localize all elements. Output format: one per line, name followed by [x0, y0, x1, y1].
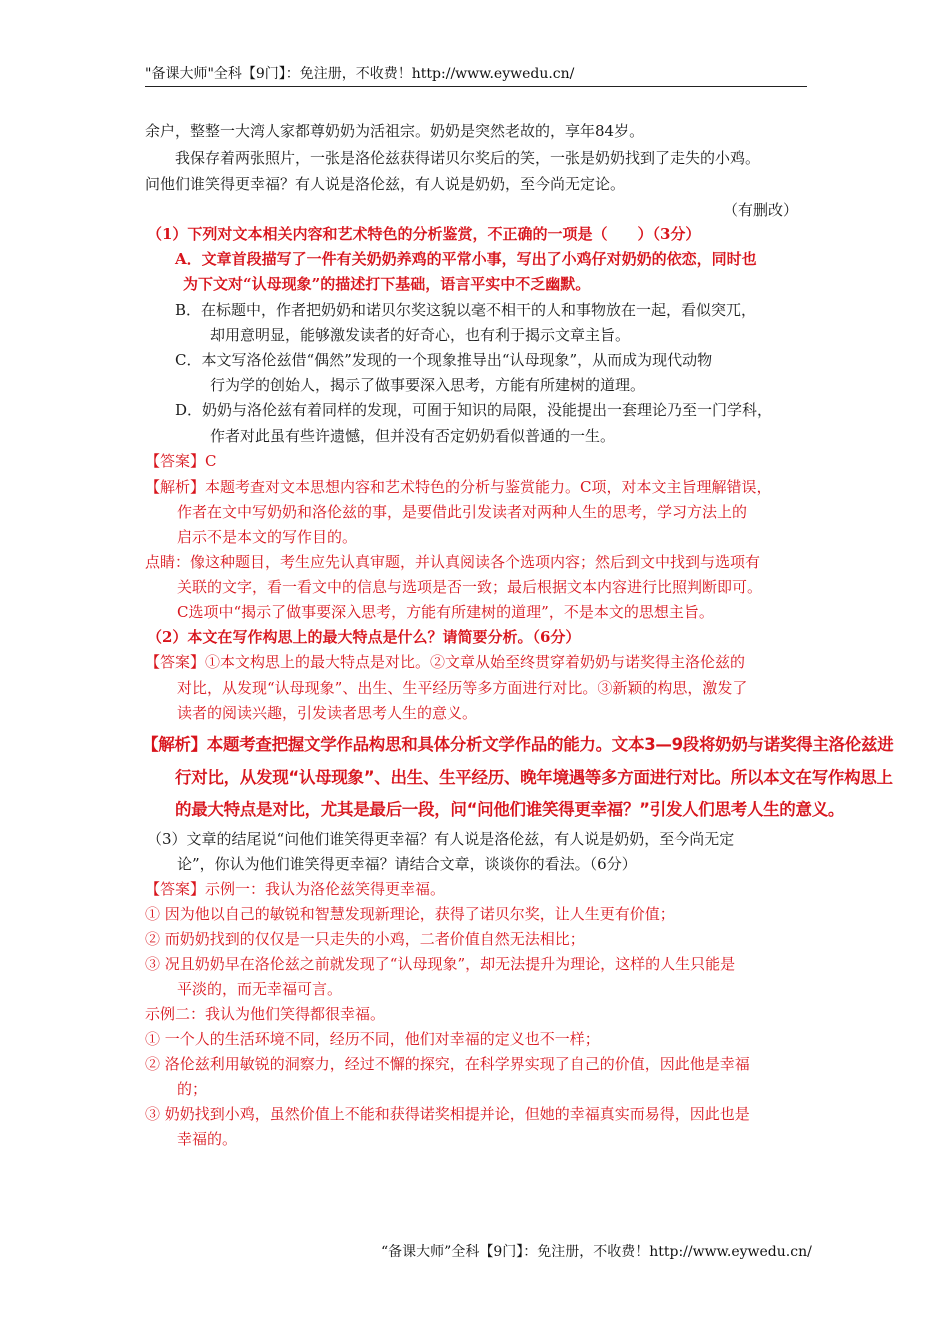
example-1-point: ③ 况且奶奶早在洛伦兹之前就发现了“认母现象”，却无法提升为理论，这样的人生只能是: [145, 955, 736, 973]
question-3-answer: 【答案】示例一：我认为洛伦兹笑得更幸福。: [145, 880, 446, 898]
option-d: D．奶奶与洛伦兹有着同样的发现，可囿于知识的局限，没能提出一套理论乃至一门学科，: [175, 401, 773, 419]
example-2-point: ③ 奶奶找到小鸡，虽然价值上不能和获得诺奖相提并论，但她的幸福真实而易得，因此也是: [145, 1105, 750, 1123]
passage-line: 我保存着两张照片，一张是洛伦兹获得诺贝尔奖后的笑，一张是奶奶找到了走失的小鸡。: [175, 149, 761, 167]
question-1-explanation-cont: 启示不是本文的写作目的。: [177, 528, 358, 546]
option-c-cont: 行为学的创始人，揭示了做事要深入思考，方能有所建树的道理。: [210, 376, 646, 394]
question-2-answer-cont: 读者的阅读兴趣，引发读者思考人生的意义。: [177, 704, 478, 722]
example-1-point: ② 而奶奶找到的仅仅是一只走失的小鸡，二者价值自然无法相比；: [145, 930, 585, 948]
example-2-point-cont: 的；: [177, 1080, 208, 1098]
option-d-cont: 作者对此虽有些许遗憾，但并没有否定奶奶看似普通的一生。: [210, 427, 616, 445]
revision-note: （有删改）: [723, 201, 799, 219]
page-header: "备课大师"全科【9门】：免注册，不收费！http://www.eywedu.cn/: [145, 66, 575, 82]
option-b: B．在标题中，作者把奶奶和诺贝尔奖这貌以毫不相干的人和事物放在一起，看似突兀，: [175, 301, 757, 319]
example-2-point: ② 洛伦兹利用敏锐的洞察力，经过不懈的探究，在科学界实现了自己的价值，因此他是幸福: [145, 1055, 750, 1073]
question-1-explanation-cont: 作者在文中写奶奶和洛伦兹的事，是要借此引发读者对两种人生的思考，学习方法上的: [177, 503, 748, 521]
question-1-stem: （1）下列对文本相关内容和艺术特色的分析鉴赏，不正确的一项是（ ）（3分）: [147, 225, 701, 243]
example-2-point-cont: 幸福的。: [177, 1130, 238, 1148]
passage-line: 余户，整整一大湾人家都尊奶奶为活祖宗。奶奶是突然老故的，享年84岁。: [145, 122, 645, 140]
passage-line: 问他们谁笑得更幸福？有人说是洛伦兹，有人说是奶奶，至今尚无定论。: [145, 175, 626, 193]
option-c: C．本文写洛伦兹借“偶然”发现的一个现象推导出“认母现象”，从而成为现代动物: [175, 351, 713, 369]
question-1-tip-cont: C选项中“揭示了做事要深入思考，方能有所建树的道理”，不是本文的思想主旨。: [177, 603, 714, 621]
question-2-explanation-cont: 的最大特点是对比，尤其是最后一段，问“问他们谁笑得更幸福？”引发人们思考人生的意义。: [175, 800, 845, 819]
option-a: A．文章首段描写了一件有关奶奶养鸡的平常小事，写出了小鸡仔对奶奶的依恋，同时也: [175, 250, 757, 268]
example-1-point: ① 因为他以自己的敏锐和智慧发现新理论，获得了诺贝尔奖，让人生更有价值；: [145, 905, 675, 923]
question-3-stem: （3）文章的结尾说“问他们谁笑得更幸福？有人说是洛伦兹，有人说是奶奶，至今尚无定: [147, 830, 735, 848]
question-1-tip-cont: 关联的文字，看一看文中的信息与选项是否一致；最后根据文本内容进行比照判断即可。: [177, 578, 763, 596]
question-2-stem: （2）本文在写作构思上的最大特点是什么？请简要分析。（6分）: [147, 628, 581, 646]
question-1-answer: 【答案】C: [145, 452, 217, 470]
page-footer: “备课大师”全科【9门】：免注册，不收费！http://www.eywedu.cn/: [381, 1244, 812, 1260]
question-2-answer: 【答案】①本文构思上的最大特点是对比。②文章从始至终贯穿着奶奶与诺奖得主洛伦兹的: [145, 653, 746, 671]
question-2-explanation-cont: 行对比，从发现“认母现象”、出生、生平经历、晚年境遇等多方面进行对比。所以本文在写作构思上: [175, 768, 893, 787]
example-1-point-cont: 平淡的，而无幸福可言。: [177, 980, 343, 998]
question-1-tip: 点睛：像这种题目，考生应先认真审题，并认真阅读各个选项内容；然后到文中找到与选项有: [145, 553, 761, 571]
option-a-cont: 为下文对“认母现象”的描述打下基础，语言平实中不乏幽默。: [183, 275, 591, 293]
option-b-cont: 却用意明显，能够激发读者的好奇心，也有利于揭示文章主旨。: [210, 326, 631, 344]
header-divider: [145, 86, 807, 87]
question-2-answer-cont: 对比，从发现“认母现象”、出生、生平经历等多方面进行对比。③新颖的构思，激发了: [177, 679, 748, 697]
example-2-point: ① 一个人的生活环境不同，经历不同，他们对幸福的定义也不一样；: [145, 1030, 600, 1048]
question-3-stem-cont: 论”，你认为他们谁笑得更幸福？请结合文章，谈谈你的看法。（6分）: [177, 855, 637, 873]
example-2-heading: 示例二：我认为他们笑得都很幸福。: [145, 1005, 386, 1023]
question-2-explanation: 【解析】本题考查把握文学作品构思和具体分析文学作品的能力。文本3—9段将奶奶与诺奖得主洛伦兹进: [142, 735, 894, 754]
question-1-explanation: 【解析】本题考查对文本思想内容和艺术特色的分析与鉴赏能力。C项，对本文主旨理解错误，: [145, 478, 772, 496]
